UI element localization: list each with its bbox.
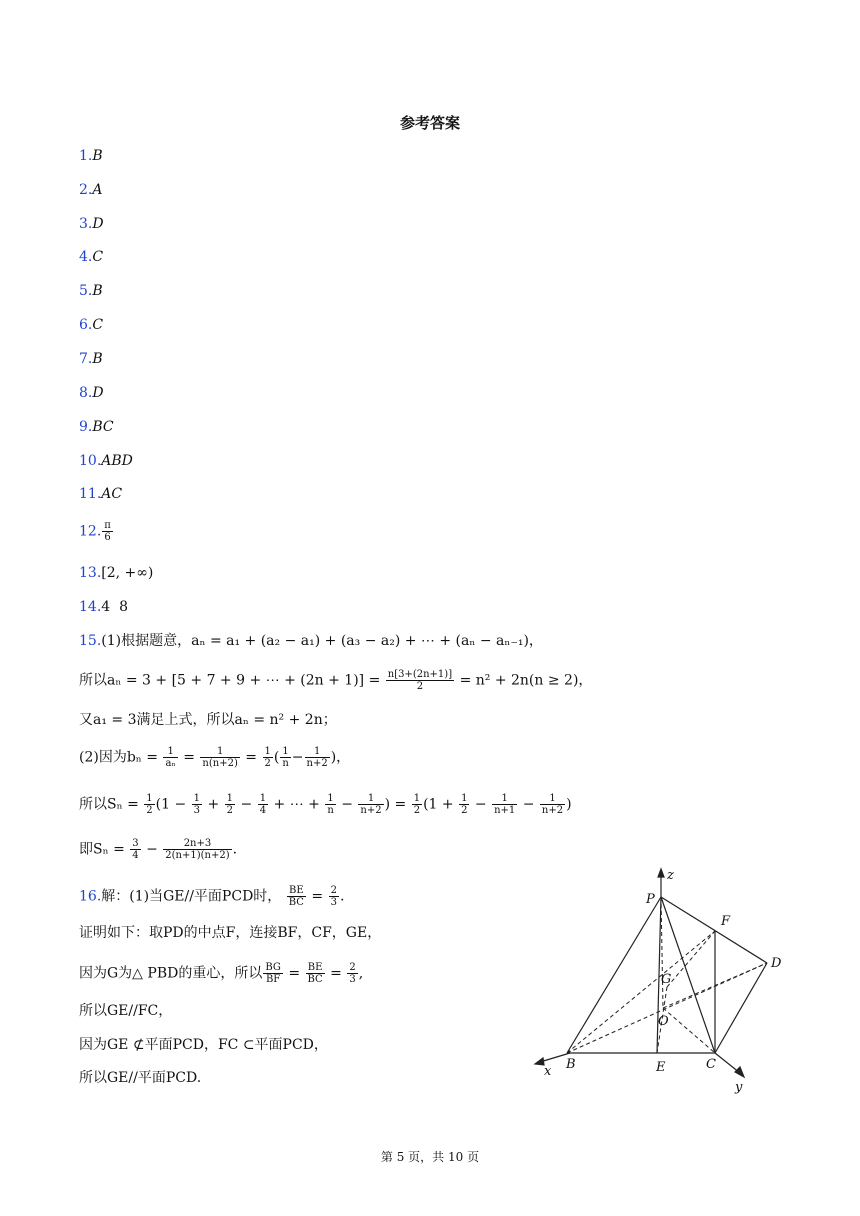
answer-item: 7.B	[79, 351, 103, 367]
edge-BF	[567, 931, 715, 1053]
page-title: 参考答案	[399, 114, 460, 132]
q15-line-2: 所以aₙ = 3 + [5 + 7 + 9 + ⋯ + (2n + 1)] = $\frac{n[3+(2n+1)]}{2}$ = n² + 2n(n ≥ 2)，	[79, 669, 593, 692]
answer-item: 4.C	[79, 249, 104, 265]
label-y: y	[735, 1080, 743, 1095]
label-E: E	[656, 1060, 666, 1075]
answer-item-12: 12. $\frac{\pi}{6}$	[79, 520, 111, 543]
answer-item: 5.B	[79, 283, 103, 299]
q16-line-4: 所以GE//FC，	[79, 1003, 173, 1019]
q15-line-6: 即Sₙ = $\frac{3}{4}$ − $\frac{2n+3}{2(n+1)(n+2)}$ .	[79, 838, 238, 861]
q16-line-6: 所以GE//平面PCD.	[79, 1070, 202, 1086]
answer-item-13: 13.[2, +∞)	[79, 565, 154, 581]
label-F: F	[721, 914, 731, 929]
answer-item: 3.D	[79, 216, 104, 232]
q15-line-5: 所以Sₙ = $\frac{1}{2}$ (1 − $\frac{1}{3}$ + $\frac{1}{2}$ − $\frac{1}{4}$ + ⋯ + $\frac{1}{n}$ − $\frac{1}{n+2}$ ) = $\frac{1}{2}$ (1 + $\frac{1}{2}$ − $\frac{1}{n+1}$ − $\frac{1}{n+2}$ )	[79, 793, 572, 816]
edge-CD	[715, 963, 767, 1053]
q15-line-3: 又a₁ = 3满足上式，所以aₙ = n² + 2n；	[79, 712, 337, 728]
label-x: x	[544, 1064, 552, 1079]
edge-PB	[567, 897, 661, 1053]
label-C: C	[706, 1057, 716, 1072]
answer-item: 10.ABD	[79, 453, 133, 469]
edge-GC	[667, 931, 715, 987]
answer-item: 2.A	[79, 182, 103, 198]
y-axis-arrow	[735, 1067, 744, 1077]
answer-item: 6.C	[79, 317, 104, 333]
fraction: $\frac{\pi}{6}$	[104, 520, 111, 543]
label-G: G	[661, 972, 672, 987]
q15-line-1: 15.(1)根据题意，aₙ = a₁ + (a₂ − a₁) + (a₃ − a₂) + ⋯ + (aₙ − aₙ₋₁)，	[79, 633, 543, 649]
answer-item: 8.D	[79, 385, 104, 401]
q16-line-2: 证明如下：取PD的中点F，连接BF，CF，GE，	[79, 925, 382, 941]
q16-line-3: 因为G为△ PBD的重心，所以 $\frac{BG}{BF}$ = $\frac{BE}{BC}$ = $\frac{2}{3}$ ,	[79, 962, 364, 985]
answer-item: 9.BC	[79, 419, 114, 435]
page-footer: 第 5 页，共 10 页	[380, 1150, 480, 1164]
answer-item: 11.AC	[79, 486, 123, 502]
edge-PO	[661, 897, 663, 1008]
x-axis-arrow	[535, 1058, 544, 1065]
q15-line-4: (2)因为bₙ = $\frac{1}{\text{aₙ}}$ = $\frac{1}{n(n+2)}$ = $\frac{1}{2}$ ( $\frac{1}{n}$ − $\frac{1}{n+2}$ )，	[79, 746, 351, 769]
q16-line-5: 因为GE ⊄平面PCD，FC ⊂平面PCD，	[79, 1037, 328, 1053]
label-B: B	[566, 1057, 576, 1072]
answer-item-14: 14.4 8	[79, 599, 128, 615]
label-D: D	[771, 956, 782, 971]
q16-line-1: 16.解：(1)当GE//平面PCD时， $\frac{BE}{BC}$ = $\frac{2}{3}$ .	[79, 885, 345, 908]
answer-item: 1.B	[79, 148, 103, 164]
label-O: O	[658, 1014, 669, 1029]
label-z: z	[667, 868, 674, 883]
label-P: P	[646, 892, 655, 907]
pyramid-figure	[525, 865, 795, 1100]
edge-PD	[661, 897, 767, 963]
z-axis-arrow	[658, 869, 664, 877]
